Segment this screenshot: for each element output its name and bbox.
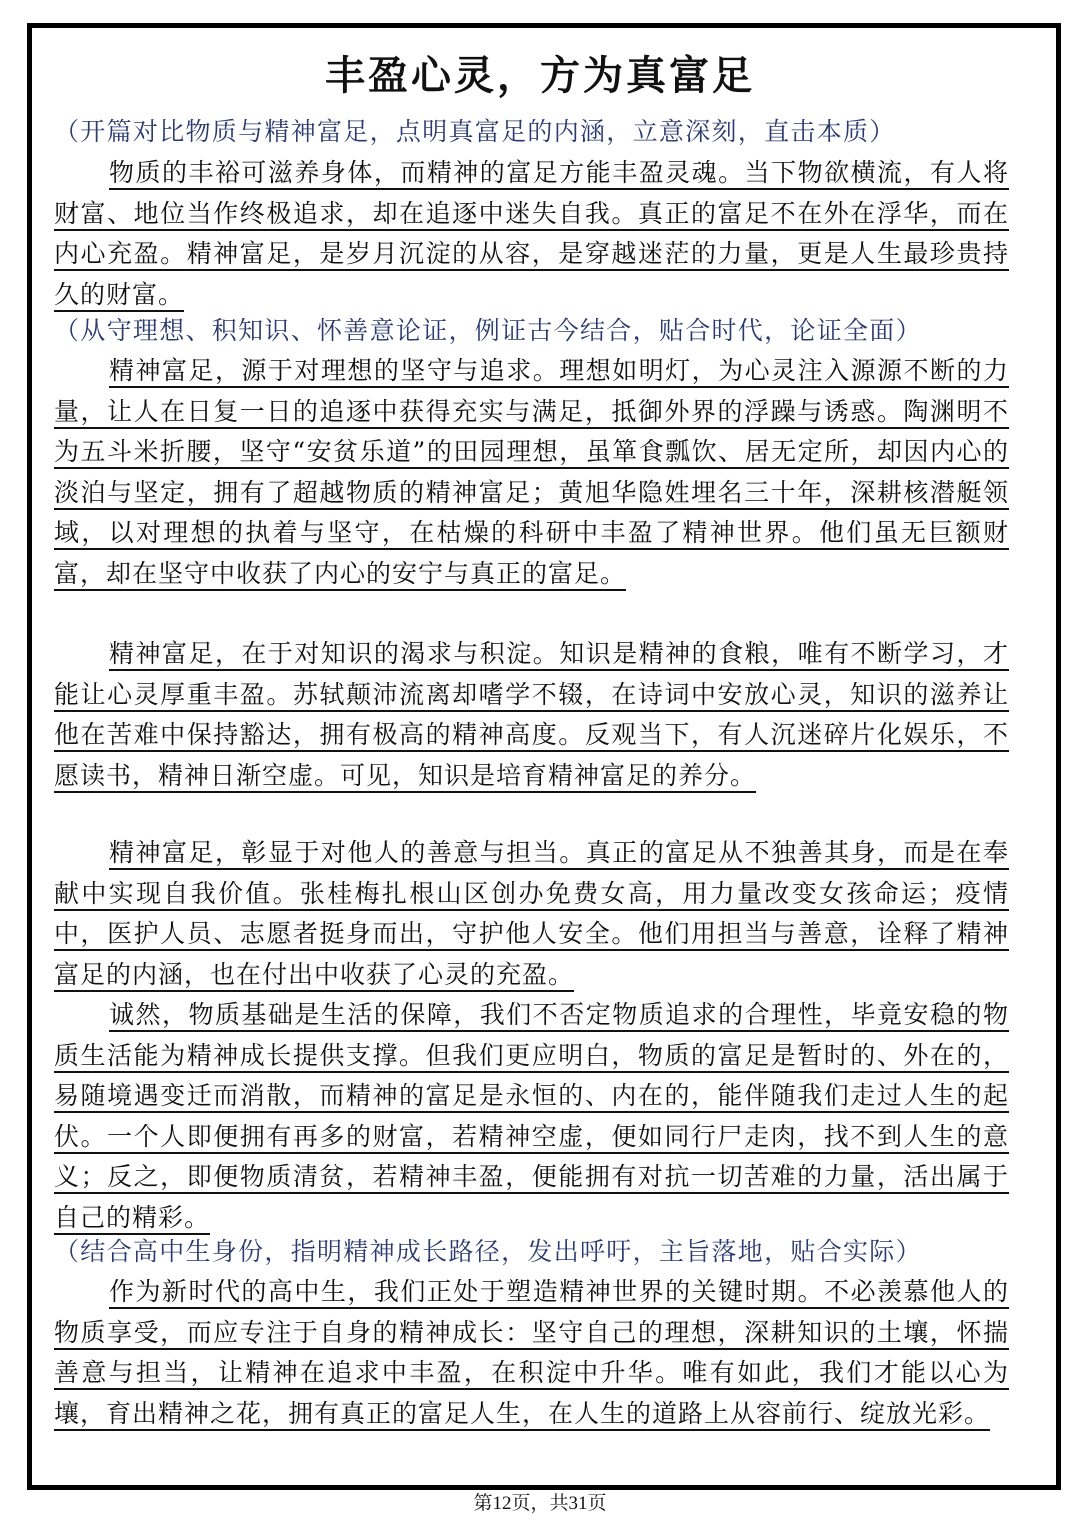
annotation-comment: （从守理想、积知识、怀善意论证，例证古今结合，贴合时代，论证全面） (54, 316, 922, 345)
essay-paragraph: 作为新时代的高中生，我们正处于塑造精神世界的关键时期。不必羡慕他人的物质享受，而应专注于自身的精神成长：坚守自己的理想，深耕知识的土壤，怀揣善意与担当，让精神在追求中丰盈，在积淀中升华。唯有如此，我们才能以心为壤，育出精神之花，拥有真正的富足人生，在人生的道路上从容前行、绽放光彩。 (54, 1277, 1009, 1428)
annotation-comment: （开篇对比物质与精神富足，点明真富足的内涵，立意深刻，直击本质） (54, 117, 896, 146)
essay-paragraph: 精神富足，彰显于对他人的善意与担当。真正的富足从不独善其身，而是在奉献中实现自我价值。张桂梅扎根山区创办免费女高，用力量改变女孩命运；疫情中，医护人员、志愿者挺身而出，守护他人安全。他们用担当与善意，诠释了精神富足的内涵，也在付出中收获了心灵的充盈。 (54, 838, 1009, 989)
essay-paragraph: 精神富足，源于对理想的坚守与追求。理想如明灯，为心灵注入源源不断的力量，让人在日复一日的追逐中获得充实与满足，抵御外界的浮躁与诱惑。陶渊明不为五斗米折腰，坚守“安贫乐道”的田园理想，虽箪食瓢饮、居无定所，却因内心的淡泊与坚定，拥有了超越物质的精神富足；黄旭华隐姓埋名三十年，深耕核潜艇领域，以对理想的执着与坚守，在枯燥的科研中丰盈了精神世界。他们虽无巨额财富，却在坚守中收获了内心的安宁与真正的富足。 (54, 356, 1009, 588)
annotation-comment: （结合高中生身份，指明精神成长路径，发出呼吁，主旨落地，贴合实际） (54, 1237, 922, 1266)
essay-paragraph: 诚然，物质基础是生活的保障，我们不否定物质追求的合理性，毕竟安稳的物质生活能为精神成长提供支撑。但我们更应明白，物质的富足是暂时的、外在的，易随境遇变迁而消散，而精神的富足是永恒的、内在的，能伴随我们走过人生的起伏。一个人即便拥有再多的财富，若精神空虚，便如同行尸走肉，找不到人生的意义；反之，即便物质清贫，若精神丰盈，便能拥有对抗一切苦难的力量，活出属于自己的精彩。 (54, 1000, 1009, 1232)
essay-paragraph: 精神富足，在于对知识的渴求与积淀。知识是精神的食粮，唯有不断学习，才能让心灵厚重丰盈。苏轼颠沛流离却嗜学不辍，在诗词中安放心灵，知识的滋养让他在苦难中保持豁达，拥有极高的精神高度。反观当下，有人沉迷碎片化娱乐，不愿读书，精神日渐空虚。可见，知识是培育精神富足的养分。 (54, 639, 1009, 790)
essay-paragraph: 物质的丰裕可滋养身体，而精神的富足方能丰盈灵魂。当下物欲横流，有人将财富、地位当作终极追求，却在追逐中迷失自我。真正的富足不在外在浮华，而在内心充盈。精神富足，是岁月沉淀的从容，是穿越迷茫的力量，更是人生最珍贵持久的财富。 (54, 158, 1009, 309)
essay-title: 丰盈心灵，方为真富足 (325, 52, 755, 99)
page-number: 第12页，共31页 (473, 1493, 607, 1514)
